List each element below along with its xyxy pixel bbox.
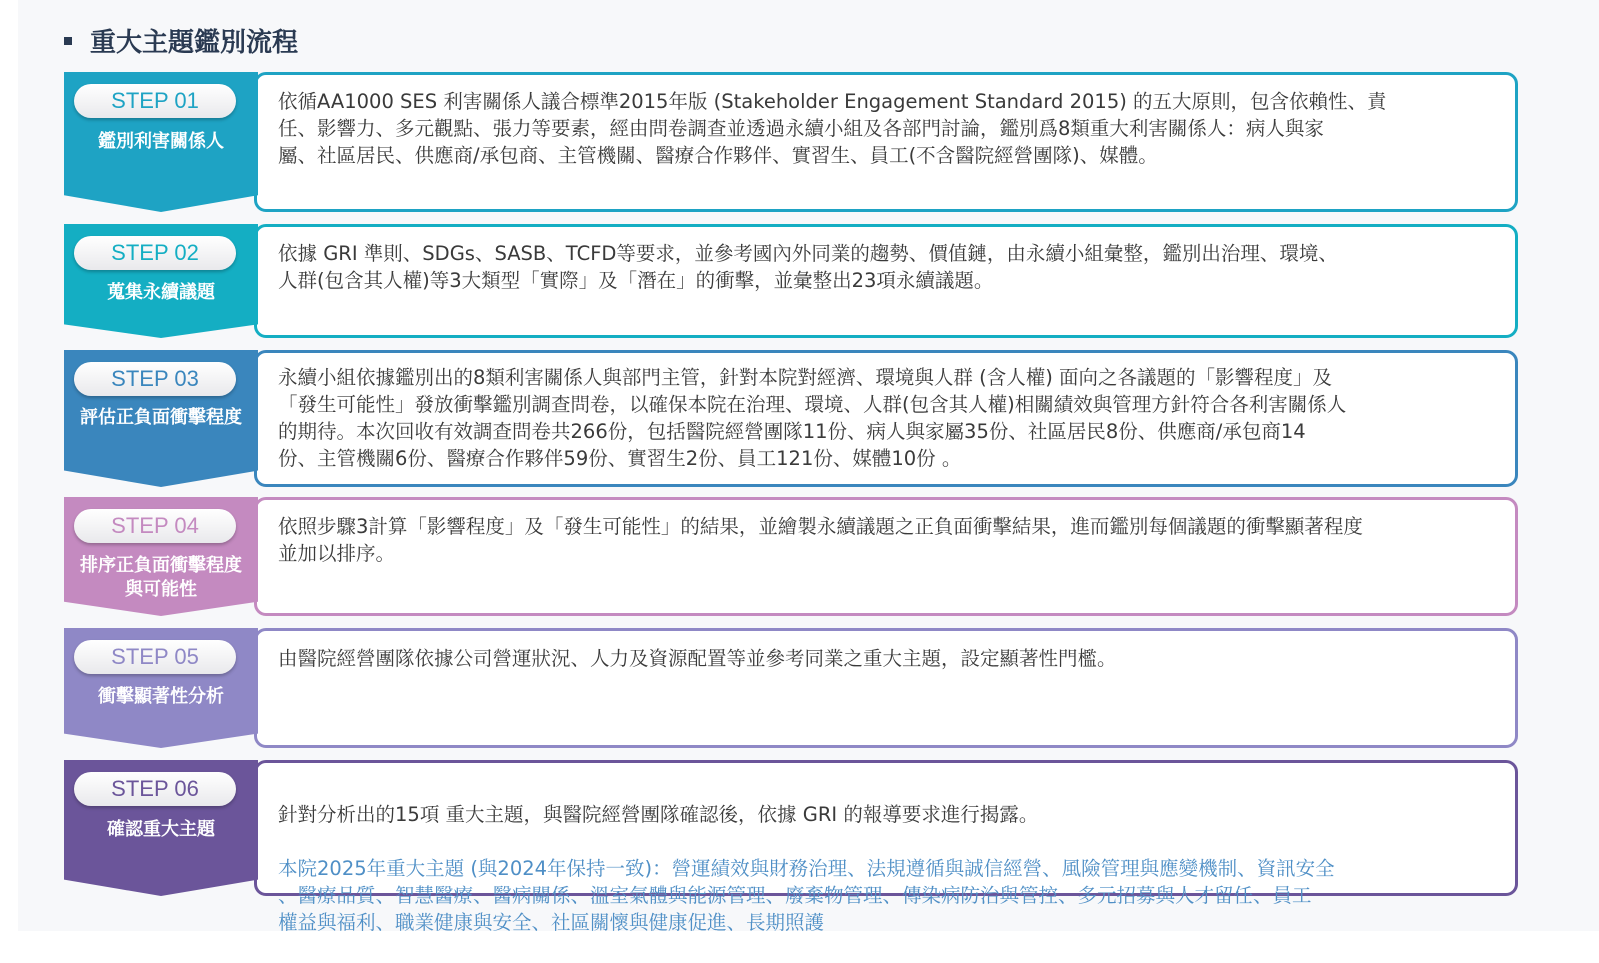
step-06-main-text: 針對分析出的15項 重大主題，與醫院經營團隊確認後，依據 GRI 的報導要求進行揭露。 <box>278 803 1039 826</box>
step-03 <box>64 350 1518 487</box>
step-03-number: STEP 03 <box>74 362 236 396</box>
step-06 <box>64 760 1518 934</box>
step-03-description: 永續小組依據鑑別出的8類利害關係人與部門主管，針對本院對經濟、環境與人群 (含人權) 面向之各議題的「影響程度」及 「發生可能性」發放衝擊鑑別調查問卷，以確保本院在治理、環境、人群(包含其人權)相關績效與管理方針符合各利害關係人 的期待。本次回收有效調查問卷共266份，包括醫院經營團隊11份、病人與家屬35份、社區居民8份、供應商/承包商14 份、主管機關6份、醫療合作夥伴59份、實習生2份、員工121份、媒體10份 。 <box>278 366 1347 470</box>
page-title <box>64 22 298 59</box>
step-06-material-topics: 本院2025年重大主題 (與2024年保持一致)：營運績效與財務治理、法規遵循與誠信經營、風險管理與應變機制、資訊安全 、醫療品質、智慧醫療、醫病關係、溫室氣體與能源管理、廢棄物管理、傳染病防治與管控、多元招募與人才留任、員工 權益與福利、職業健康與安全、社區關懷與健康促進、長期照護 <box>278 857 1335 934</box>
step-05-number: STEP 05 <box>74 640 236 674</box>
step-01-label: 鑑別利害關係人 <box>98 131 224 152</box>
step-05-label: 衝擊顯著性分析 <box>98 686 224 707</box>
step-01 <box>64 72 1518 212</box>
page-title-text: 重大主題鑑別流程 <box>90 28 299 58</box>
step-06-number: STEP 06 <box>74 772 236 806</box>
step-02 <box>64 224 1518 338</box>
title-bullet-icon <box>64 37 72 45</box>
step-06-description <box>278 774 1498 963</box>
step-04 <box>64 497 1518 616</box>
step-04-number: STEP 04 <box>74 509 236 543</box>
step-05-description: 由醫院經營團隊依據公司營運狀況、人力及資源配置等並參考同業之重大主題，設定顯著性門檻。 <box>278 647 1117 670</box>
step-04-description: 依照步驟3計算「影響程度」及「發生可能性」的結果，並繪製永續議題之正負面衝擊結果，進而鑑別每個議題的衝擊顯著程度 並加以排序。 <box>278 515 1363 565</box>
step-06-label: 確認重大主題 <box>107 819 215 840</box>
step-02-number: STEP 02 <box>74 236 236 270</box>
step-05 <box>64 628 1518 748</box>
step-02-label: 蒐集永續議題 <box>107 282 215 303</box>
step-03-label: 評估正負面衝擊程度 <box>80 407 242 428</box>
step-01-description: 依循AA1000 SES 利害關係人議合標準2015年版 (Stakeholder Engagement Standard 2015) 的五大原則，包含依賴性、責 任、影響力、多元觀點、張力等要素，經由問卷調查並透過永續小組及各部門討論，鑑別爲8類重大利害關係人：病人與家 屬、社區居民、供應商/承包商、主管機關、醫療合作夥伴、實習生、員工(不含醫院經營團隊)、媒體。 <box>278 90 1387 167</box>
step-01-number: STEP 01 <box>74 84 236 118</box>
step-04-label: 排序正負面衝擊程度 與可能性 <box>80 555 242 600</box>
step-02-description: 依據 GRI 準則、SDGs、SASB、TCFD等要求，並參考國內外同業的趨勢、價值鏈，由永續小組彙整，鑑別出治理、環境、 人群(包含其人權)等3大類型「實際」及「潛在」的衝擊，並彙整出23項永續議題。 <box>278 242 1338 292</box>
